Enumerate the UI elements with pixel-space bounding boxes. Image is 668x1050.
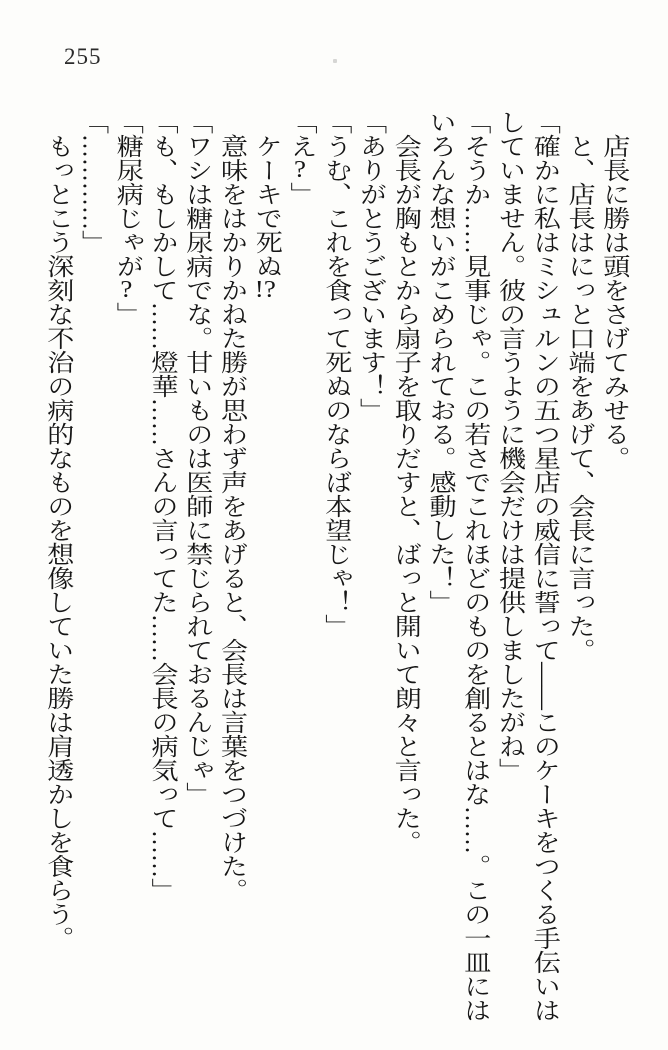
paragraph: 「糖尿病じゃが?」 bbox=[111, 110, 142, 326]
page-number: 255 bbox=[64, 44, 102, 69]
paragraph: もっとこう深刻な不治の病的なものを想像していた勝は肩透かしを食らう。 bbox=[42, 134, 72, 950]
paragraph: 「うむ、これを食って死ぬのならば本望じゃ！」 bbox=[320, 110, 350, 638]
paragraph: 「ワシは糖尿病でな。甘いものは医師に禁じられておるんじゃ」 bbox=[181, 110, 211, 806]
paragraph: 会長が胸もとから扇子を取りだすと、ばっと開いて朗々と言った。 bbox=[389, 134, 420, 854]
paragraph: 「ありがとうございます！」 bbox=[355, 110, 385, 422]
body-text bbox=[39, 110, 630, 1024]
paragraph: 意味をはかりかねた勝が思わず声をあげると、会長は言葉をつづけた。 bbox=[216, 134, 246, 902]
paragraph: と、店長はにっと口端をあげて、会長に言った。 bbox=[563, 134, 593, 662]
tatechuyoko-punctuation: ? bbox=[120, 278, 133, 302]
paragraph: 「そうか……見事じゃ。この若さでこれほどのものを創るとはな……。この一皿にはいろんな想いがこめられておる。感動した！」 bbox=[424, 110, 489, 1022]
scan-artifact-dot bbox=[333, 59, 337, 63]
paragraph: 店長に勝は頭をさげてみせる。 bbox=[598, 134, 628, 470]
paragraph: 「確かに私はミシュルンの五つ星店の威信に誓って――このケーキをつくる手伝いはしていません。彼の言うように機会だけは提供しましたがね」 bbox=[494, 110, 559, 1022]
paragraph: 「…………」 bbox=[77, 110, 107, 254]
tatechuyoko-punctuation: !? bbox=[255, 278, 277, 302]
paragraph: 「え?」 bbox=[285, 110, 316, 206]
paragraph: 「も、もしかして……燈華……さんの言ってた……会長の病気って……」 bbox=[146, 110, 177, 902]
paragraph: ケーキで死ぬ!? bbox=[250, 134, 281, 302]
tatechuyoko-punctuation: ? bbox=[294, 158, 307, 182]
